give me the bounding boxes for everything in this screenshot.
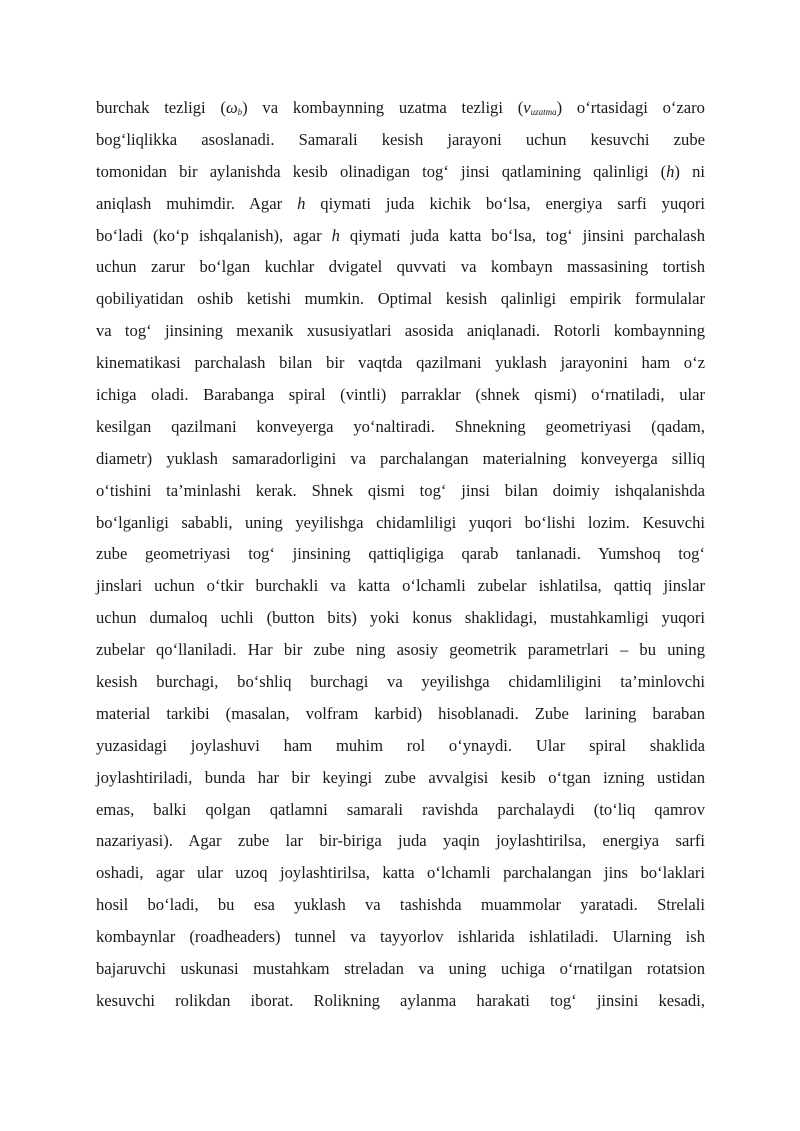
text-run: qiymati juda kichik bo‘lsa, energiya sarfi yuqori	[305, 193, 705, 213]
paragraph-line-11: kesilgan qazilmani konveyerga yo‘naltiradi. Shnekning geometriyasi (qadam,	[96, 416, 705, 436]
paragraph-line-17: uchun dumaloq uchli (button bits) yoki konus shaklidagi, mustahkamligi yuqori	[96, 608, 705, 628]
paragraph-line-28: bajaruvchi uskunasi mustahkam streladan va uning uchiga o‘rnatilgan rotatsion	[96, 959, 705, 979]
paragraph-line-19: kesish burchagi, bo‘shliq burchagi va yeyilishga chidamliligini ta’minlovchi	[96, 672, 705, 692]
paragraph-line-10: ichiga oladi. Barabanga spiral (vintli) parraklar (shnek qismi) o‘rnatiladi, ular	[96, 385, 705, 405]
text-run: ) o‘rtasidagi o‘zaro	[556, 98, 705, 117]
h-symbol: h	[331, 225, 340, 245]
paragraph-line-6: uchun zarur bo‘lgan kuchlar dvigatel quvvati va kombayn massasining tortish	[96, 257, 705, 277]
paragraph-line-7: qobiliyatidan oshib ketishi mumkin. Optimal kesish qalinligi empirik formulalar	[96, 289, 705, 309]
omega-symbol: ω	[225, 98, 238, 117]
paragraph-line-3	[96, 156, 705, 188]
paragraph-line-4	[96, 188, 705, 220]
text-run: burchak tezligi (	[96, 98, 226, 117]
text-run: qiymati juda katta bo‘lsa, tog‘ jinsini parchalash	[339, 225, 706, 245]
paragraph-line-25: oshadi, agar ular uzoq joylashtirilsa, katta o‘lchamli parchalangan jins bo‘laklari	[96, 863, 705, 883]
text-run: tomonidan bir aylanishda kesib olinadigan tog‘ jinsi qatlamining qalinligi (	[96, 161, 667, 181]
text-run: aniqlash muhimdir. Agar	[96, 193, 298, 213]
paragraph-line-20: material tarkibi (masalan, volfram karbid) hisoblanadi. Zube larining baraban	[96, 703, 705, 723]
paragraph-line-27: kombaynlar (roadheaders) tunnel va tayyorlov ishlarida ishlatiladi. Ularning ish	[96, 927, 705, 947]
omega-subscript: b	[237, 107, 243, 117]
paragraph-line-1	[96, 92, 705, 124]
paragraph-line-16: jinslari uchun o‘tkir burchakli va katta o‘lchamli zubelar ishlatilsa, qattiq jinslar	[96, 576, 705, 596]
paragraph-line-8: va tog‘ jinsining mexanik xususiyatlari asosida aniqlanadi. Rotorli kombaynning	[96, 321, 705, 341]
paragraph-line-12: diametr) yuklash samaradorligini va parchalangan materialning konveyerga silliq	[96, 448, 705, 468]
document-page	[96, 92, 705, 1017]
h-symbol: h	[297, 193, 306, 213]
paragraph-line-9: kinematikasi parchalash bilan bir vaqtda qazilmani yuklash jarayonini ham o‘z	[96, 353, 705, 373]
paragraph-line-22: joylashtiriladi, bunda har bir keyingi zube avvalgisi kesib o‘tgan izning ustidan	[96, 767, 705, 787]
paragraph-line-2: bog‘liqlikka asoslanadi. Samarali kesish jarayoni uchun kesuvchi zube	[96, 129, 705, 149]
paragraph-line-24: nazariyasi). Agar zube lar bir-biriga juda yaqin joylashtirilsa, energiya sarfi	[96, 831, 705, 851]
paragraph-line-21: yuzasidagi joylashuvi ham muhim rol o‘ynaydi. Ular spiral shaklida	[96, 735, 705, 755]
v-subscript: uzatma	[530, 107, 557, 117]
paragraph-line-15: zube geometriyasi tog‘ jinsining qattiqligiga qarab tanlanadi. Yumshoq tog‘	[96, 544, 705, 564]
text-run: bo‘ladi (ko‘p ishqalanish), agar	[96, 225, 332, 245]
text-run: ) ni	[674, 161, 705, 181]
paragraph-line-5	[96, 220, 705, 252]
paragraph-line-26: hosil bo‘ladi, bu esa yuklash va tashishda muammolar yaratadi. Strelali	[96, 895, 705, 915]
paragraph-line-23: emas, balki qolgan qatlamni samarali ravishda parchalaydi (to‘liq qamrov	[96, 799, 705, 819]
paragraph-line-18: zubelar qo‘llaniladi. Har bir zube ning asosiy geometrik parametrlari – bu uning	[96, 640, 705, 660]
h-symbol: h	[666, 161, 675, 181]
text-run: ) va kombaynning uzatma tezligi (	[242, 98, 524, 117]
paragraph-line-13: o‘tishini ta’minlashi kerak. Shnek qismi tog‘ jinsi bilan doimiy ishqalanishda	[96, 480, 705, 500]
paragraph-line-29: kesuvchi rolikdan iborat. Rolikning aylanma harakati tog‘ jinsini kesadi,	[96, 990, 705, 1010]
v-symbol: v	[523, 98, 531, 117]
paragraph-line-14: bo‘lganligi sababli, uning yeyilishga chidamliligi yuqori bo‘lishi lozim. Kesuvchi	[96, 512, 705, 532]
